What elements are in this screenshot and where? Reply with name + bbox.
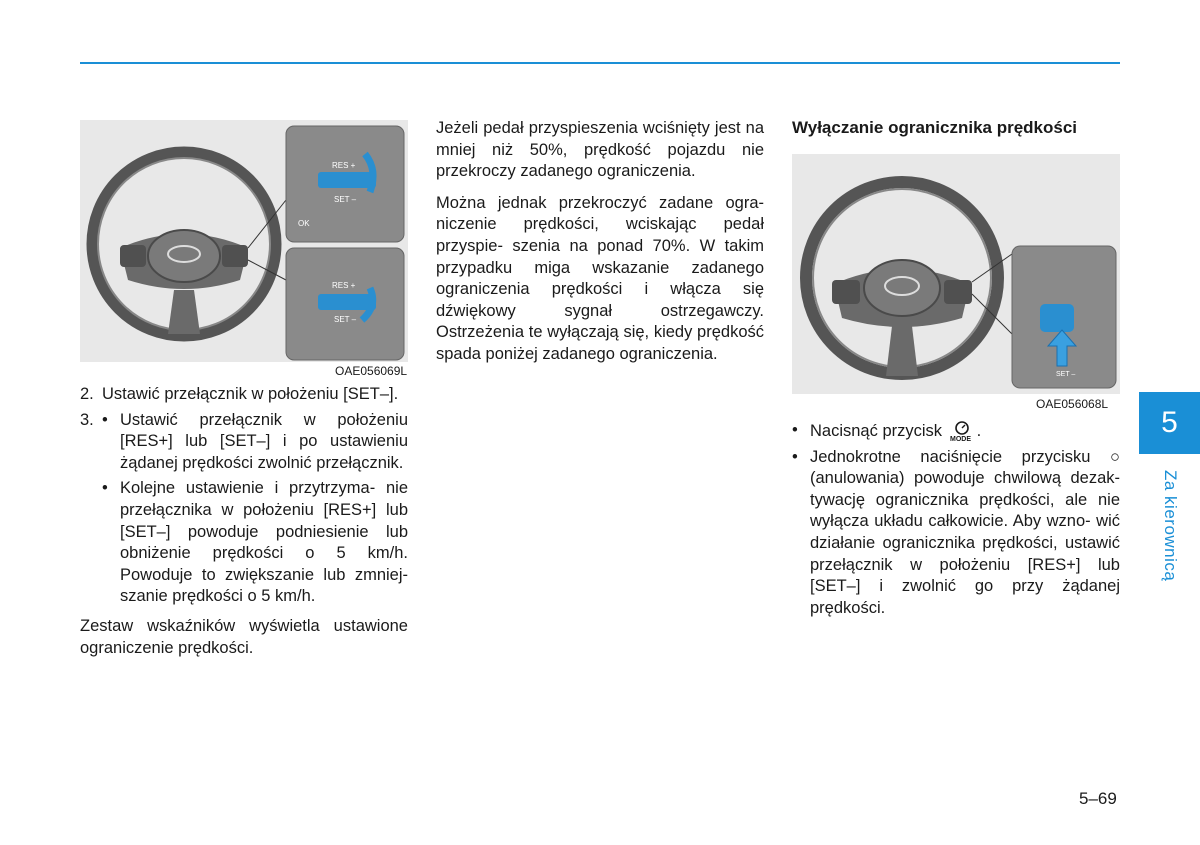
page-number: 5–69 bbox=[1079, 789, 1117, 808]
step-3-bullet-1: • Ustawić przełącznik w położeniu [RES+] lub [SET–] i po ustawieniu żądanej prędkości zwolnić przełącznik. bbox=[102, 410, 408, 475]
right-bullet-2-text: Jednokrotne naciśnięcie przycisku ○ (anulowania) powoduje chwilową dezak- tywację ogranicznika prędkości, ale nie wyłącza układu całkowicie. Aby wzno- wić działanie ogranicznika prędkości, ustawić przełącznik w położeniu [RES+] lub [SET–] i zwolnić go przy żądanej prędkości. bbox=[810, 447, 1120, 617]
right-bullet-1: • Nacisnąć przycisk MODE . bbox=[792, 421, 982, 442]
steering-wheel-figure-left bbox=[80, 120, 408, 362]
left-column bbox=[80, 384, 408, 669]
chapter-number: 5 bbox=[1161, 406, 1178, 439]
figure-code-left: OAE056069L bbox=[335, 364, 408, 378]
right-bullet-2: • Jednokrotne naciśnięcie przycisku ○ (anulowania) powoduje chwilową dezak- tywację ogranicznika prędkości, ale nie wyłącza układu całkowicie. Aby wzno- wić działanie ogranicznika prędkości, ustawić przełącznik w położeniu [RES+] lub [SET–] i zwolnić go przy żądanej prędkości. bbox=[792, 447, 1120, 620]
ok-label: OK bbox=[298, 219, 310, 228]
set-label-right: SET – bbox=[1056, 371, 1076, 378]
closing-paragraph: Zestaw wskaźników wyświetla ustawione ograniczenie prędkości. bbox=[80, 616, 408, 657]
middle-paragraph-1: Jeżeli pedał przyspieszenia wciśnięty jest na mniej niż 50%, prędkość pojazdu nie przekroczy zadanego ograniczenia. bbox=[436, 119, 764, 181]
step-3-bullet-1-text: Ustawić przełącznik w położeniu [RES+] lub [SET–] i po ustawieniu żądanej prędkości zwolnić przełącznik. bbox=[120, 410, 408, 472]
res-label-2: RES + bbox=[332, 281, 356, 290]
right-bullet-1-text: Nacisnąć przycisk bbox=[810, 422, 943, 440]
steering-wheel-illustration bbox=[80, 120, 408, 362]
set-label-2: SET – bbox=[334, 315, 357, 324]
step-3-bullet-2-text: Kolejne ustawienie i przytrzyma- nie przełącznika w położeniu [RES+] lub [SET–] powoduje podniesienie lub obniżenie prędkości o 5 km/h. Powoduje to zwiększanie lub zmniej- szanie prędkości o 5 km/h. bbox=[120, 479, 408, 606]
step-2 bbox=[80, 384, 408, 406]
steering-wheel-figure-right bbox=[792, 154, 1120, 394]
middle-paragraph-2: Można jednak przekroczyć zadane ogra- niczenie prędkości, wciskając pedał przyspie- szenia na ponad 70%. W takim przypadku miga wskazanie zadanego ograniczenia prędkości i włącza się dźwiękowy sygnał ostrzegawczy. Ostrzeżenia te wyłączają się, kiedy prędkość spada poniżej zadanego ograniczenia. bbox=[436, 193, 764, 363]
top-rule bbox=[80, 62, 1120, 64]
right-bullet-1-suffix: . bbox=[976, 422, 982, 440]
figure-code-right: OAE056068L bbox=[1036, 397, 1109, 411]
right-column bbox=[792, 420, 1120, 619]
step-3-number: 3. bbox=[80, 410, 94, 429]
steering-wheel-mode-illustration bbox=[792, 154, 1120, 394]
middle-column bbox=[436, 118, 764, 376]
step-2-text: Ustawić przełącznik w położeniu [SET–]. bbox=[102, 385, 399, 403]
res-label: RES + bbox=[332, 161, 356, 170]
chapter-tab bbox=[1139, 392, 1200, 454]
set-label: SET – bbox=[334, 195, 357, 204]
svg-text:MODE: MODE bbox=[949, 436, 971, 442]
chapter-label: Za kierownicą bbox=[1161, 470, 1180, 582]
step-3 bbox=[80, 410, 408, 608]
step-3-bullet-2: • Kolejne ustawienie i przytrzyma- nie przełącznika w położeniu [RES+] lub [SET–] powoduje podniesienie lub obniżenie prędkości o 5 km/h. Powoduje to zwiększanie lub zmniej- szanie prędkości o 5 km/h. bbox=[102, 478, 408, 608]
section-heading: Wyłączanie ogranicznika prędkości bbox=[792, 118, 1078, 137]
mode-button-icon bbox=[947, 420, 977, 442]
step-2-number: 2. bbox=[80, 385, 94, 403]
